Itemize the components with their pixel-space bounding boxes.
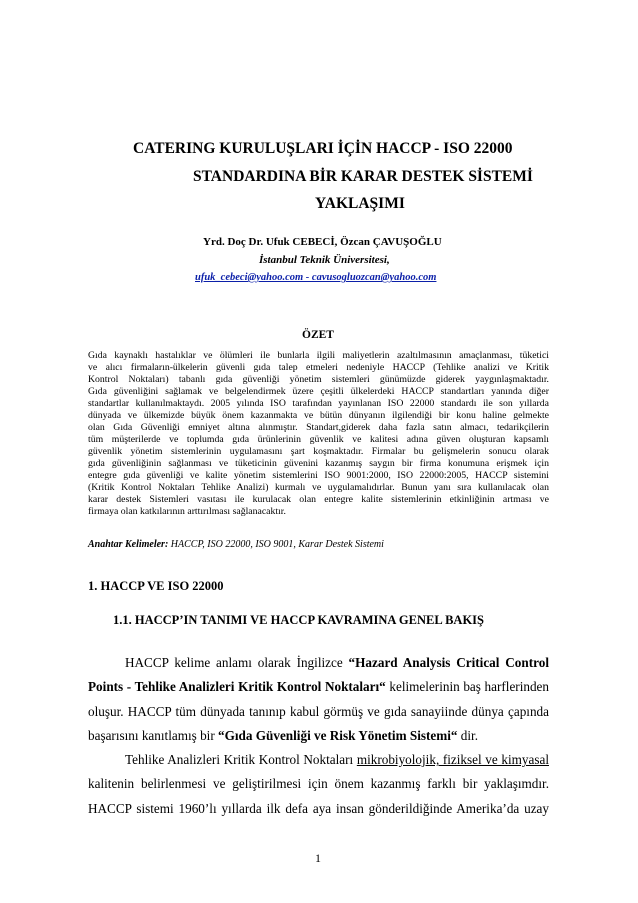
bold-run: “Gıda Güvenliği ve Risk Yönetim Sistemi“ (218, 727, 458, 743)
body-text (88, 651, 549, 821)
section-heading: 1. HACCP VE ISO 22000 (88, 579, 224, 593)
abstract-line: (Kritik Kontrol Noktaları Tehlike Analizi) kurmalı ve uygulamalıdırlar. Bunun yanı sıra kullanılacak olan (88, 482, 549, 493)
text-run: dir. (457, 727, 479, 743)
abstract-line: firmaya olan katkılarının arttırılması sağlanacaktır. (88, 506, 286, 517)
body-line (88, 675, 549, 699)
abstract-line: tüm müşterilerde ve toplumda gıda ürünlerinin güvenlik ve kalitesi adına güven oluşturan kapsamlı (88, 434, 549, 445)
body-line: kalitenin belirlenmesi ve geliştirilmesi için önem kazanmış farklı bir yaklaşımdır. (88, 776, 549, 792)
body-line (88, 748, 549, 772)
body-line (88, 651, 549, 675)
abstract-line: Gıda güvenliğini sağlamak ve belgelendirmek üzere çeşitli ülkelerdeki HACCP standartları yanında diğer (88, 386, 549, 397)
title-line-1: CATERING KURULUŞLARI İÇİN HACCP - ISO 22000 (133, 140, 513, 157)
text-run: Tehlike Analizleri Kritik Kontrol Noktaları (125, 752, 357, 768)
page-number: 1 (315, 851, 321, 865)
abstract-line: karar destek Sistemleri vasıtası ile kurulacak olan entegre kalite sistemlerinin etkinliğinin artması ve (88, 494, 549, 505)
subsection-heading: 1.1. HACCP’IN TANIMI VE HACCP KAVRAMINA GENEL BAKIŞ (113, 613, 484, 627)
title-line-3: YAKLAŞIMI (315, 195, 405, 212)
underlined-run: mikrobiyolojik, fiziksel ve kimyasal (356, 752, 549, 768)
abstract-line: standartlar kullanılmaktaydı. 2005 yılında ISO tarafından yayınlanan ISO 22000 standardı ile son yıllarda (88, 398, 549, 409)
abstract-body (88, 350, 549, 518)
author-emails[interactable]: ufuk_cebeci@yahoo.com - cavusogluozcan@yahoo.com (195, 272, 437, 283)
bold-run: Points - Tehlike Analizleri Kritik Kontrol Noktaları“ (88, 679, 386, 695)
text-run: HACCP kelime anlamı olarak İngilizce (125, 655, 349, 670)
keywords-label: Anahtar Kelimeler: (88, 539, 169, 550)
keywords (88, 539, 384, 550)
abstract-line: dünyada ve ülkemizde büyük önem kazanmakta ve bütün dünyanın ilgilendiği bir konu haline gelmekte (88, 410, 549, 421)
author-affiliation: İstanbul Teknik Üniversitesi, (259, 254, 390, 266)
body-line: oluşur. HACCP tüm dünyada tanınıp kabul görmüş ve gıda sanayiinde dünya çapında (88, 703, 549, 719)
abstract-line: Kontrol Noktaları) tabanlı gıda güvenliği yönetim sistemleri günümüzde giderek yaygınlaşmaktadır. (88, 374, 549, 385)
title-line-2: STANDARDINA BİR KARAR DESTEK SİSTEMİ (193, 168, 533, 185)
keywords-text: HACCP, ISO 22000, ISO 9001, Karar Destek Sistemi (168, 539, 384, 550)
abstract-heading: ÖZET (302, 329, 334, 341)
bold-run: “Hazard Analysis Critical Control (348, 655, 549, 670)
abstract-line: gıda güvenliğinin sağlanması ve tüketicinin güvenini kazanmış saygın bir firma konumuna erişmek için (88, 458, 549, 469)
text-run: kelimelerinin baş harflerinden (385, 679, 549, 695)
abstract-line: güvenlik yönetim sistemlerinin uygulamasını şart koşmaktadır. Firmalar bu gelişmelerin sonucu olarak (88, 446, 549, 457)
body-line: HACCP sistemi 1960’lı yıllarda ilk defa aya insan gönderildiğinde Amerika’da uzay (88, 800, 549, 816)
author-names: Yrd. Doç Dr. Ufuk CEBECİ, Özcan ÇAVUŞOĞLU (203, 236, 442, 248)
abstract-line: Gıda kaynaklı hastalıklar ve ölümleri ile bunlarla ilgili maliyetlerin azaltılmasının amaçlanması, tüketici (88, 350, 549, 361)
abstract-line: olan Gıda Güvenliği emniyet altına alınmıştır. Standart,giderek daha fazla satın almacı, tedarikçilerin (88, 422, 549, 433)
abstract-line: ve alıcı firmaların-ülkelerin güvenli gıda talep etmeleri nedeniyle HACCP (Tehlike analizi ve Kritik (88, 362, 549, 373)
abstract-line: entegre gıda güvenliği ve kalite yönetim sistemlerini ISO 9001:2000, ISO 22000:2005, HACCP sistemini (88, 470, 549, 481)
body-line (88, 724, 549, 748)
text-run: başarısını kanıtlamış bir (88, 727, 219, 743)
